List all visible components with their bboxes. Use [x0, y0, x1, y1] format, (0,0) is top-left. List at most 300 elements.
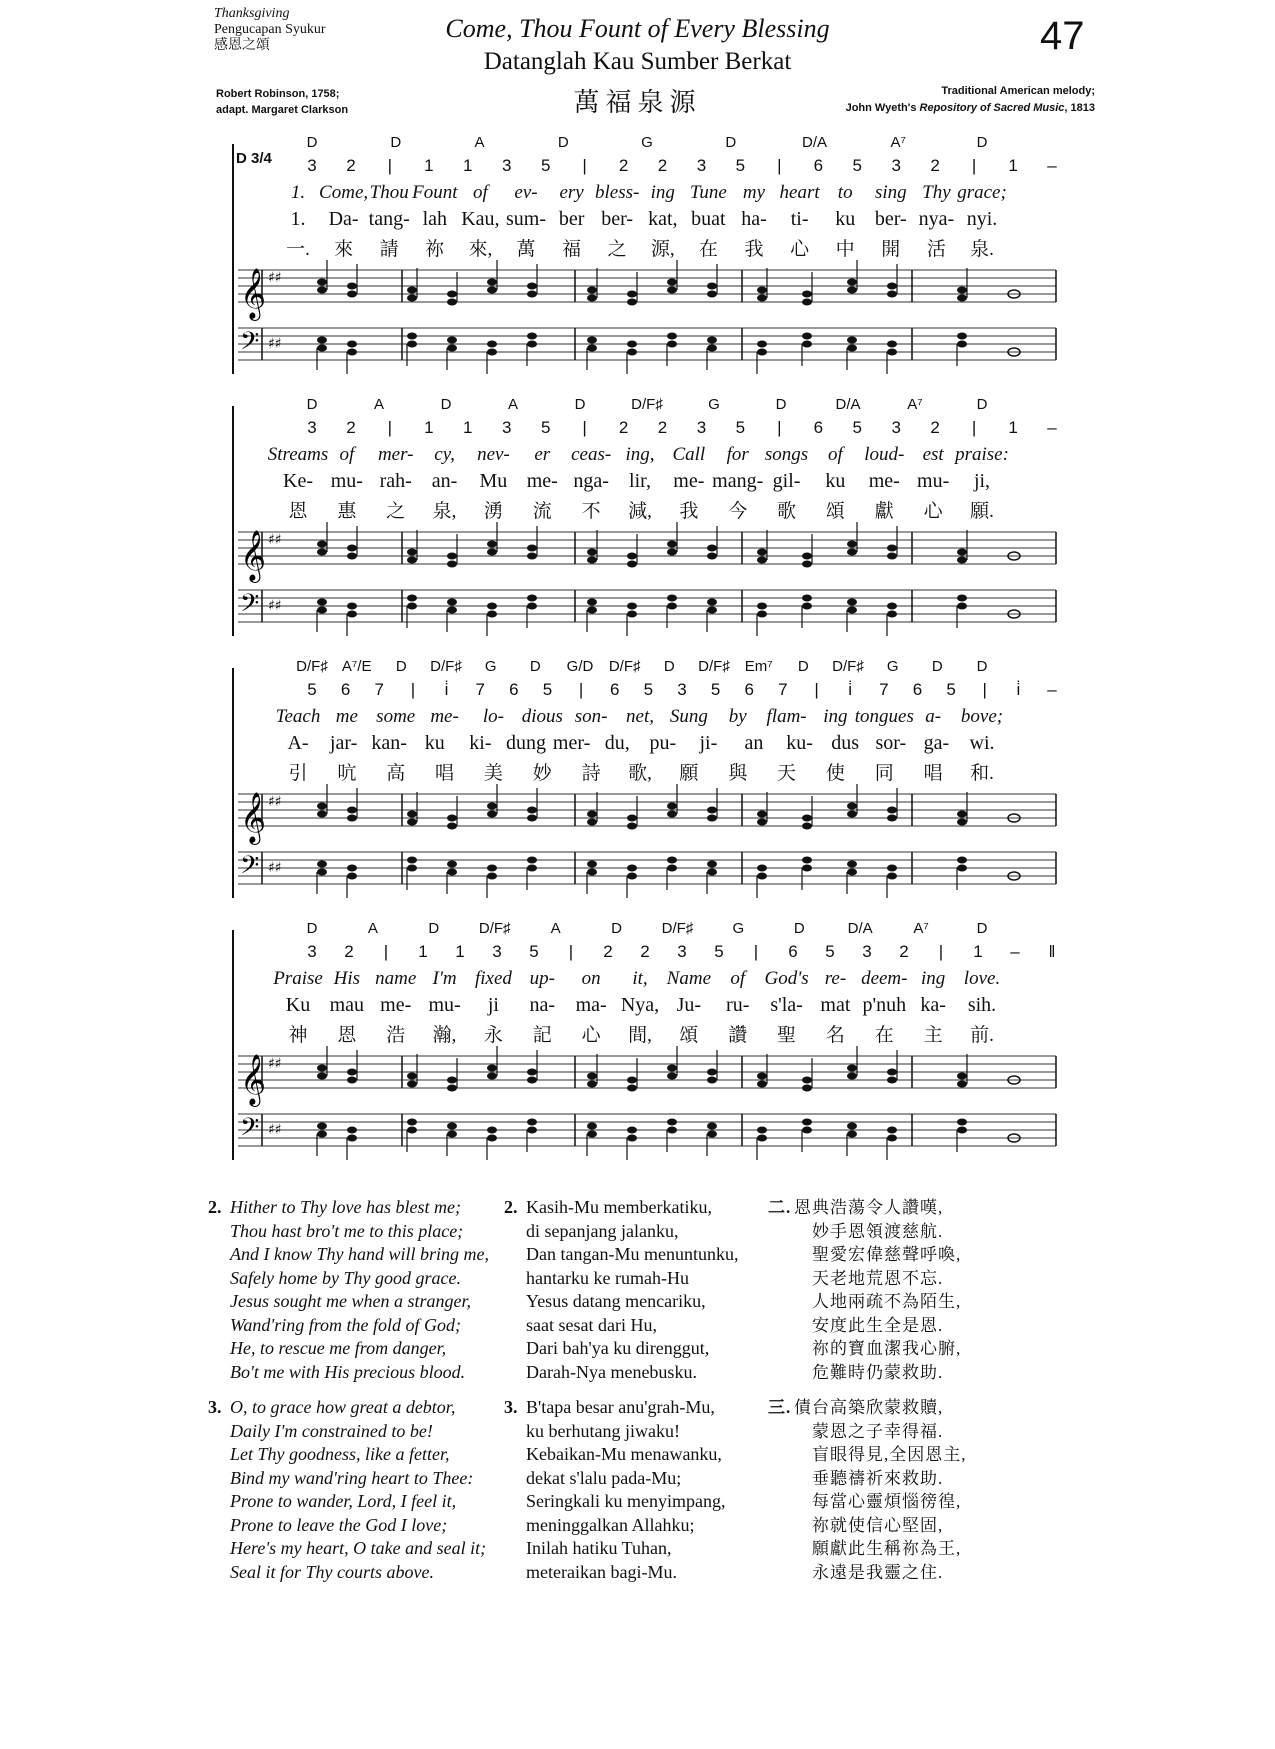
- note-head: [527, 857, 537, 864]
- lyrics-indonesian-item: mu-: [428, 994, 461, 1016]
- bass-staff: [238, 318, 1072, 388]
- number-notation-item: |: [383, 942, 389, 961]
- note-head: [847, 1131, 857, 1138]
- number-notation-item: 3: [891, 156, 901, 175]
- note-head: [487, 349, 497, 356]
- lyrics-english-item: me: [335, 706, 358, 727]
- key-signature-icon: ♯♯: [268, 1056, 282, 1072]
- chord-symbols-item: D/F♯: [430, 658, 462, 675]
- note-head: [317, 1073, 327, 1080]
- note-head: [407, 1081, 417, 1088]
- note-head: [347, 291, 357, 298]
- lyrics-chinese-item: 減,: [628, 501, 652, 522]
- note-head: [447, 553, 457, 560]
- chord-symbols-item: D: [976, 658, 988, 675]
- note-head: [887, 807, 897, 814]
- note-head: [347, 865, 357, 872]
- note-head: [407, 865, 417, 872]
- note-head: [707, 607, 717, 614]
- lyrics-english-item: Praise: [273, 968, 323, 989]
- note-head: [802, 291, 812, 298]
- lyrics-english-item: son-: [574, 706, 608, 727]
- verse-line: 祢就使信心堅固,: [812, 1515, 944, 1535]
- note-head: [627, 1135, 637, 1142]
- note-head: [847, 811, 857, 818]
- note-head: [887, 865, 897, 872]
- lyrics-chinese-item: 不: [581, 501, 601, 522]
- lyrics-english-item: I'm: [432, 968, 457, 989]
- verse-line: Kebaikan-Mu menawanku,: [526, 1444, 722, 1464]
- number-notation-item: |: [777, 418, 782, 437]
- key-signature-icon: ♯♯: [268, 1122, 282, 1138]
- chord-symbols-item: D: [793, 920, 805, 937]
- note-head: [627, 603, 637, 610]
- lyrics-english-item: Call: [672, 444, 706, 465]
- lyrics-indonesian-item: kan-: [371, 732, 407, 754]
- lyrics-chinese-item: 頌: [679, 1025, 699, 1046]
- note-head: [317, 287, 327, 294]
- number-notation-item: 5: [542, 680, 553, 699]
- lyrics-indonesian-item: ber: [558, 208, 585, 230]
- note-head: [627, 349, 637, 356]
- lyrics-indonesian-item: me-: [868, 470, 900, 492]
- note-head: [707, 345, 717, 352]
- number-notation-item: |: [568, 942, 574, 961]
- number-notation-item: 7: [374, 680, 384, 699]
- lyrics-english-item: net,: [626, 706, 654, 727]
- note-head: [887, 815, 897, 822]
- number-notation-item: 2: [899, 942, 909, 961]
- lyrics-indonesian: [262, 994, 1056, 1016]
- chord-symbols: [262, 134, 1056, 156]
- chord-symbols-item: D: [440, 396, 452, 413]
- category-id: Pengucapan Syukur: [214, 22, 326, 37]
- number-notation-item: 1: [973, 942, 983, 961]
- lyrics-indonesian-item: ki-: [469, 732, 492, 754]
- lyrics-english-item: lo-: [482, 706, 504, 727]
- note-head: [347, 873, 357, 880]
- lyrics-chinese-item: 引: [288, 763, 308, 784]
- note-head: [447, 299, 457, 306]
- note-head: [757, 865, 767, 872]
- chord-symbols-item: A: [474, 134, 485, 151]
- verse-number: 2.: [208, 1197, 222, 1217]
- note-head: [587, 557, 597, 564]
- lyrics-indonesian: [262, 208, 1056, 230]
- lyrics-indonesian-item: ha-: [741, 208, 767, 230]
- lyrics-chinese-item: 湧: [483, 501, 503, 522]
- note-head: [802, 333, 812, 340]
- note-head: [847, 279, 857, 286]
- lyrics-indonesian-item: mu-: [917, 470, 950, 492]
- bass-staff: [238, 1104, 1072, 1174]
- note-head: [527, 333, 537, 340]
- lyrics-english-item: some: [376, 706, 416, 727]
- lyrics-english-item: of: [339, 444, 355, 465]
- number-notation-item: |: [971, 418, 977, 437]
- note-head: [847, 549, 857, 556]
- verse-number: 2.: [504, 1197, 518, 1217]
- note-head: [627, 1077, 637, 1084]
- note-head: [802, 561, 812, 568]
- chord-symbols-item: A⁷: [907, 396, 923, 413]
- note-head: [667, 811, 677, 818]
- lyrics-indonesian-item: ma-: [575, 994, 607, 1016]
- note-head: [757, 549, 767, 556]
- number-notation-item: 6: [609, 680, 620, 699]
- lyrics-indonesian-item: buat: [691, 208, 726, 230]
- chord-symbols: [262, 658, 1056, 680]
- note-head: [667, 595, 677, 602]
- lyrics-chinese-item: 祢: [425, 239, 445, 260]
- note-head: [527, 595, 537, 602]
- note-head: [317, 803, 327, 810]
- key-signature-icon: ♯♯: [268, 860, 282, 876]
- number-notation-item: 1: [1008, 418, 1018, 437]
- lyrics-chinese-item: 聖: [777, 1025, 797, 1046]
- verse-2-chinese: [768, 1196, 962, 1384]
- lyrics-indonesian-item: ru-: [726, 994, 750, 1016]
- verse-line: 債台高築欣蒙救贖,: [794, 1398, 944, 1417]
- number-notation-item: |: [410, 680, 416, 699]
- note-head: [667, 603, 677, 610]
- note-head: [317, 607, 327, 614]
- number-notation-item: 6: [813, 418, 824, 437]
- lyrics-chinese-item: 歌: [777, 501, 797, 522]
- author-line-1: Robert Robinson, 1758;: [216, 88, 340, 100]
- lyrics-english: [262, 182, 1056, 204]
- note-head: [627, 561, 637, 568]
- note-head: [407, 295, 417, 302]
- lyrics-chinese-item: 今: [728, 501, 748, 522]
- note-head: [802, 553, 812, 560]
- note-head: [757, 1073, 767, 1080]
- note-head: [487, 803, 497, 810]
- note-head: [487, 279, 497, 286]
- chord-symbols-item: D/A: [801, 134, 828, 151]
- verse-line: saat sesat dari Hu,: [526, 1314, 657, 1335]
- note-head: [757, 557, 767, 564]
- note-head: [957, 1127, 967, 1134]
- note-head: [667, 857, 677, 864]
- lyrics-english-item: sing: [874, 182, 907, 203]
- lyrics-chinese: [262, 234, 1056, 260]
- verse-line: 願獻此生稱祢為王,: [812, 1539, 962, 1558]
- lyrics-english-item: ev-: [514, 182, 538, 203]
- note-head: [587, 287, 597, 294]
- lyrics-english-item: ing: [823, 706, 848, 727]
- verse-line: Dari bah'ya ku direnggut,: [526, 1338, 710, 1358]
- key-signature-icon: ♯♯: [268, 270, 282, 286]
- verse-line: ku berhutang jiwaku!: [526, 1420, 680, 1441]
- chord-symbols-item: D: [611, 920, 622, 937]
- note-head: [527, 291, 537, 298]
- number-notation-item: 6: [340, 680, 351, 699]
- lyrics-chinese-item: 恩: [288, 501, 308, 522]
- note-head: [887, 1127, 897, 1134]
- verse-line: Hither to Thy love has blest me;: [230, 1197, 461, 1217]
- chord-symbols-item: D: [775, 396, 787, 413]
- number-notation-item: 6: [788, 942, 798, 961]
- lyrics-chinese-item: 在: [698, 239, 718, 260]
- lyrics-english: [262, 706, 1056, 728]
- author-line-2: adapt. Margaret Clarkson: [216, 104, 349, 116]
- system-bracket: [232, 144, 234, 374]
- bass-clef-icon: 𝄢: [240, 851, 260, 886]
- lyrics-chinese-item: 與: [728, 763, 748, 784]
- lyrics-english-item: grace;: [957, 182, 1007, 203]
- lyrics-indonesian-item: jar-: [329, 732, 358, 754]
- number-notation-item: 5: [540, 156, 551, 175]
- number-notation-item: |: [578, 680, 584, 699]
- number-notation-item: 2: [640, 942, 650, 961]
- note-head: [627, 291, 637, 298]
- chord-symbols-item: D: [976, 920, 988, 937]
- chord-symbols-item: D: [725, 134, 737, 151]
- chord-symbols-item: D/F♯: [296, 658, 328, 675]
- note-head: [487, 341, 497, 348]
- lyrics-chinese-item: 願: [679, 763, 699, 784]
- lyrics-english-item: praise:: [955, 444, 1009, 465]
- lyrics-indonesian-item: tang-: [368, 208, 410, 230]
- number-notation-item: 3: [677, 680, 687, 699]
- verse-line: Let Thy goodness, like a fetter,: [230, 1444, 450, 1464]
- note-head: [847, 869, 857, 876]
- number-notation-item: 2: [657, 156, 668, 175]
- note-head: [707, 283, 717, 290]
- bass-clef-icon: 𝄢: [240, 1113, 260, 1148]
- note-head: [667, 1065, 677, 1072]
- verse-3-indonesian: [504, 1396, 726, 1584]
- note-head: [957, 865, 967, 872]
- note-head: [667, 549, 677, 556]
- note-head: [347, 1077, 357, 1084]
- chord-symbols-item: D/F♯: [698, 658, 730, 675]
- lyrics-chinese-item: 開: [881, 239, 901, 260]
- note-head: [447, 607, 457, 614]
- chord-symbols-item: D: [976, 134, 988, 151]
- verse-line: Dan tangan-Mu menuntunku,: [526, 1244, 739, 1264]
- number-notation-item: |: [753, 942, 759, 961]
- number-notation-item: 2: [603, 942, 613, 961]
- lyrics-english-item: Sung: [669, 706, 708, 727]
- lyrics-chinese-item: 活: [926, 239, 946, 260]
- note-head: [887, 545, 897, 552]
- number-notation-item: i̇: [444, 680, 449, 699]
- note-head: [587, 1081, 597, 1088]
- chord-symbols: [262, 920, 1056, 942]
- note-head: [587, 337, 597, 344]
- note-head: [707, 545, 717, 552]
- lyrics-indonesian-item: Ju-: [676, 994, 702, 1016]
- note-head: [707, 1077, 717, 1084]
- note-head: [447, 815, 457, 822]
- number-notation-item: 6: [813, 156, 824, 175]
- number-notation-item: –: [1010, 942, 1020, 961]
- verse-line: And I know Thy hand will bring me,: [230, 1244, 489, 1264]
- verse-line: Prone to wander, Lord, I feel it,: [230, 1491, 457, 1511]
- lyrics-chinese-item: 天: [777, 763, 797, 784]
- treble-clef-icon: 𝄞: [240, 268, 267, 319]
- note-head: [667, 279, 677, 286]
- note-head: [887, 1077, 897, 1084]
- chord-symbols-item: A: [373, 396, 385, 413]
- note-head: [407, 549, 417, 556]
- note-head: [447, 337, 457, 344]
- note-head: [957, 341, 967, 348]
- system-bracket: [232, 668, 234, 898]
- number-notation-item: 2: [618, 418, 629, 437]
- title-chinese: 萬福泉源: [573, 88, 702, 117]
- lyrics-chinese-item: 唱: [923, 763, 943, 784]
- lyrics-indonesian-item: Da-: [328, 208, 359, 230]
- note-head: [347, 611, 357, 618]
- number-notation-item: |: [582, 156, 587, 175]
- number-notation-item: 5: [529, 942, 539, 961]
- lyrics-english-item: Name: [666, 968, 712, 989]
- lyrics-indonesian-item: me-: [673, 470, 705, 492]
- note-head: [627, 1127, 637, 1134]
- note-head: [667, 341, 677, 348]
- note-head: [707, 815, 717, 822]
- lyrics-english-item: bless-: [595, 182, 640, 203]
- verse-number: 三.: [768, 1398, 792, 1417]
- note-head: [487, 865, 497, 872]
- lyrics-indonesian-item: ti-: [790, 208, 809, 230]
- lyrics-english-item: of: [730, 968, 746, 989]
- lyrics-english-item: mer-: [377, 444, 414, 465]
- note-head: [317, 541, 327, 548]
- note-head: [447, 1085, 457, 1092]
- lyrics-chinese-item: 心: [581, 1025, 601, 1046]
- verse-line: dekat s'lalu pada-Mu;: [526, 1467, 682, 1488]
- category-zh: 感恩之頌: [214, 38, 270, 53]
- number-notation-item: 2: [930, 418, 940, 437]
- note-head: [407, 603, 417, 610]
- note-head: [707, 1069, 717, 1076]
- note-head: [847, 345, 857, 352]
- note-head: [317, 549, 327, 556]
- lyrics-chinese-item: 浩: [386, 1025, 406, 1046]
- note-head: [627, 865, 637, 872]
- lyrics-indonesian-item: ga-: [923, 732, 950, 754]
- note-head: [317, 1123, 327, 1130]
- verse-line: 祢的寶血潔我心腑,: [812, 1339, 962, 1358]
- lyrics-chinese-item: 妙: [532, 763, 552, 784]
- verse-line: 妙手恩領渡慈航.: [812, 1221, 944, 1241]
- chord-symbols-item: A: [367, 920, 378, 937]
- key-label: D 3/4: [236, 150, 272, 167]
- lyrics-english-item: Fount: [412, 182, 458, 203]
- verse-line: 垂聽禱祈來救助.: [812, 1468, 944, 1488]
- number-notation-item: 5: [540, 418, 551, 437]
- lyrics-indonesian-item: Kau,: [461, 208, 500, 230]
- lyrics-english-item: cy,: [434, 444, 455, 465]
- number-notation-item: 2: [344, 942, 354, 961]
- lyrics-indonesian-item: ber-: [874, 208, 907, 230]
- lyrics-indonesian-item: me-: [526, 470, 558, 492]
- note-head: [757, 1127, 767, 1134]
- number-notation-item: 6: [744, 680, 754, 699]
- note-head: [317, 279, 327, 286]
- note-head: [487, 549, 497, 556]
- note-head: [707, 1123, 717, 1130]
- lyrics-chinese-item: 來,: [468, 239, 493, 260]
- treble-clef-icon: 𝄞: [240, 530, 267, 581]
- note-head: [527, 1119, 537, 1126]
- number-notation-item: 7: [778, 680, 788, 699]
- lyrics-english-item: fixed: [474, 968, 512, 989]
- lyrics-chinese-item: 中: [835, 239, 855, 260]
- lyrics-indonesian-item: ku: [825, 470, 846, 492]
- verse-line: 蒙恩之子幸得福.: [812, 1421, 944, 1441]
- number-notation: [262, 680, 1056, 702]
- lyrics-chinese-item: 請: [379, 239, 399, 260]
- lyrics-indonesian-item: lah: [422, 208, 448, 230]
- lyrics-english-item: by: [728, 706, 747, 727]
- lyrics-english-item: of: [473, 182, 488, 203]
- note-head: [587, 819, 597, 826]
- key-signature-icon: ♯♯: [268, 532, 282, 548]
- note-head: [957, 811, 967, 818]
- note-head: [347, 1135, 357, 1142]
- lyrics-chinese-item: 永: [483, 1025, 503, 1046]
- note-head: [802, 1085, 812, 1092]
- verse-line: Thou hast bro't me to this place;: [230, 1220, 464, 1241]
- number-notation-item: |: [387, 156, 393, 175]
- lyrics-english-item: Come,: [319, 182, 369, 203]
- note-head: [447, 861, 457, 868]
- note-head: [527, 553, 537, 560]
- note-head: [802, 1127, 812, 1134]
- chord-symbols-item: D: [931, 658, 943, 675]
- note-head: [957, 295, 967, 302]
- number-notation: [262, 156, 1056, 178]
- chord-symbols-item: D: [428, 920, 440, 937]
- number-notation-item: 5: [643, 680, 654, 699]
- note-head: [757, 611, 767, 618]
- note-head: [707, 599, 717, 606]
- note-head: [757, 873, 767, 880]
- note-head: [667, 1127, 677, 1134]
- number-notation-item: 1: [463, 418, 473, 437]
- lyrics-english-item: songs: [764, 444, 809, 465]
- verse-line: Prone to leave the God I love;: [230, 1514, 448, 1535]
- number-notation-item: 3: [502, 418, 512, 437]
- verse-line: Inilah hatiku Tuhan,: [526, 1538, 672, 1558]
- note-head: [707, 291, 717, 298]
- lyrics-chinese-item: 神: [288, 1025, 308, 1046]
- number-notation-item: 2: [346, 418, 356, 437]
- note-head: [757, 287, 767, 294]
- lyrics-indonesian-item: ku: [835, 208, 856, 230]
- title-english: Come, Thou Fount of Every Blessing: [445, 14, 830, 43]
- lyrics-english-item: ing,: [625, 444, 655, 465]
- note-head: [487, 1065, 497, 1072]
- lyrics-english-item: ing: [921, 968, 946, 989]
- note-head: [407, 333, 417, 340]
- chord-symbols-item: D: [529, 658, 541, 675]
- note-head: [627, 299, 637, 306]
- verse-line: Daily I'm constrained to be!: [230, 1420, 433, 1441]
- number-notation-item: 5: [307, 680, 317, 699]
- lyrics-english-item: er: [534, 444, 551, 465]
- lyrics-indonesian-item: sum-: [506, 208, 546, 230]
- lyrics-indonesian-item: 1.: [290, 208, 306, 230]
- number-notation-item: 1: [424, 156, 434, 175]
- verse-line: Jesus sought me when a stranger,: [230, 1291, 471, 1311]
- lyrics-indonesian-item: mau: [329, 994, 365, 1016]
